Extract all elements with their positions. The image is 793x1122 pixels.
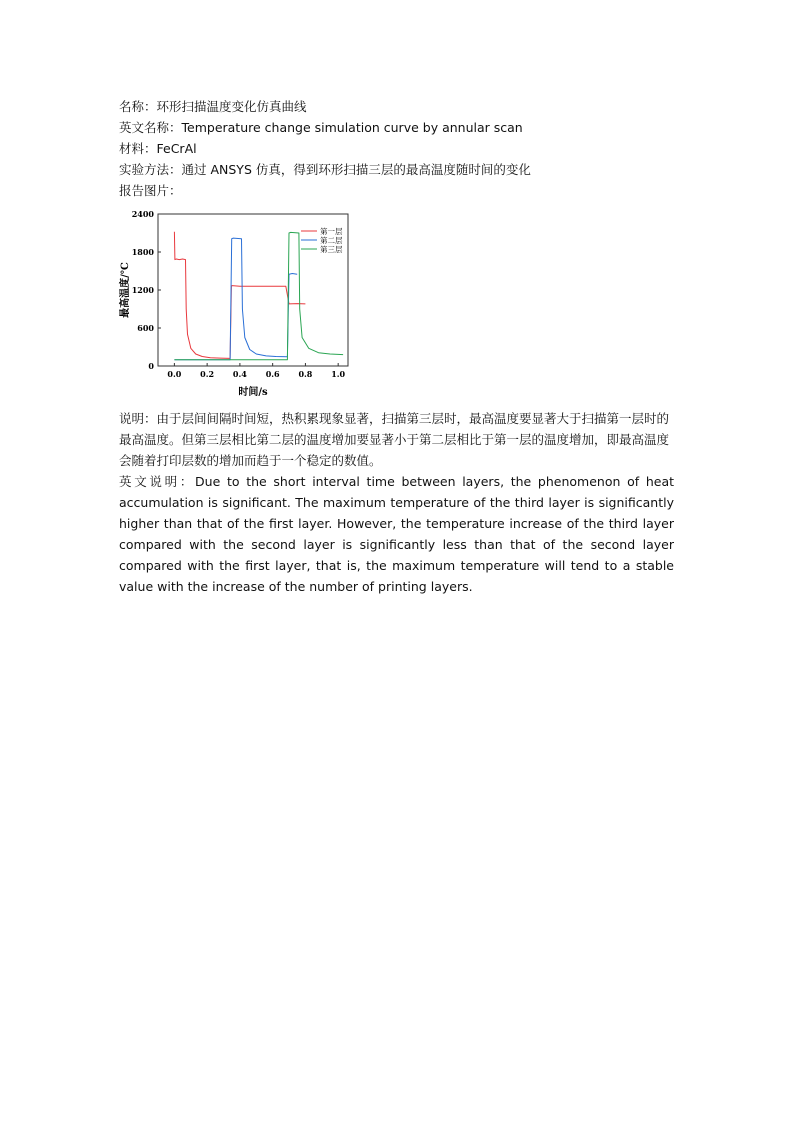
x-axis-label: 时间/s bbox=[238, 387, 268, 398]
legend-label-1: 第一层 bbox=[320, 227, 343, 236]
x-tick-label: 0.0 bbox=[167, 369, 182, 379]
x-tick-label: 0.4 bbox=[232, 369, 247, 379]
y-tick-label: 1200 bbox=[131, 285, 154, 295]
y-tick-label: 1800 bbox=[131, 247, 154, 257]
legend-label-2: 第二层 bbox=[320, 236, 343, 245]
material-line: 材料：FeCrAl bbox=[119, 141, 197, 156]
y-tick-label: 0 bbox=[148, 361, 154, 371]
name-line: 名称：环形扫描温度变化仿真曲线 bbox=[119, 99, 307, 114]
y-tick-label: 2400 bbox=[131, 209, 154, 219]
x-tick-label: 0.8 bbox=[298, 369, 313, 379]
series-line-1 bbox=[174, 232, 305, 359]
x-tick-label: 0.6 bbox=[265, 369, 280, 379]
description-en: 英文说明：Due to the short interval time between layers, the phenomenon of heat accumulation is significant. The maximum temperature of the third layer is significantly higher than that of the first layer. However, the temperature increase of the third layer compared with the second layer is significantly less than that of the second layer compared with the first layer, that is, the maximum temperature will tend to a stable value with the increase of the number of printing layers. bbox=[119, 474, 674, 594]
legend-label-3: 第三层 bbox=[320, 245, 343, 254]
y-axis-label: 最高温度/℃ bbox=[120, 262, 131, 318]
english-name-line: 英文名称：Temperature change simulation curve by annular scan bbox=[119, 120, 523, 135]
description-cn: 说明：由于层间间隔时间短，热积累现象显著，扫描第三层时，最高温度要显著大于扫描第一层时的最高温度。但第三层相比第二层的温度增加要显著小于第二层相比于第一层的温度增加，即最高温度会随着打印层数的增加而趋于一个稳定的数值。 bbox=[119, 411, 670, 468]
x-tick-label: 0.2 bbox=[200, 369, 215, 379]
method-line: 实验方法：通过 ANSYS 仿真，得到环形扫描三层的最高温度随时间的变化 bbox=[119, 162, 531, 177]
series-line-2 bbox=[174, 238, 297, 360]
temperature-chart bbox=[116, 206, 356, 398]
x-tick-label: 1.0 bbox=[331, 369, 346, 379]
report-image-label: 报告图片： bbox=[119, 183, 182, 198]
series-line-3 bbox=[174, 232, 343, 359]
y-tick-label: 600 bbox=[137, 323, 154, 333]
